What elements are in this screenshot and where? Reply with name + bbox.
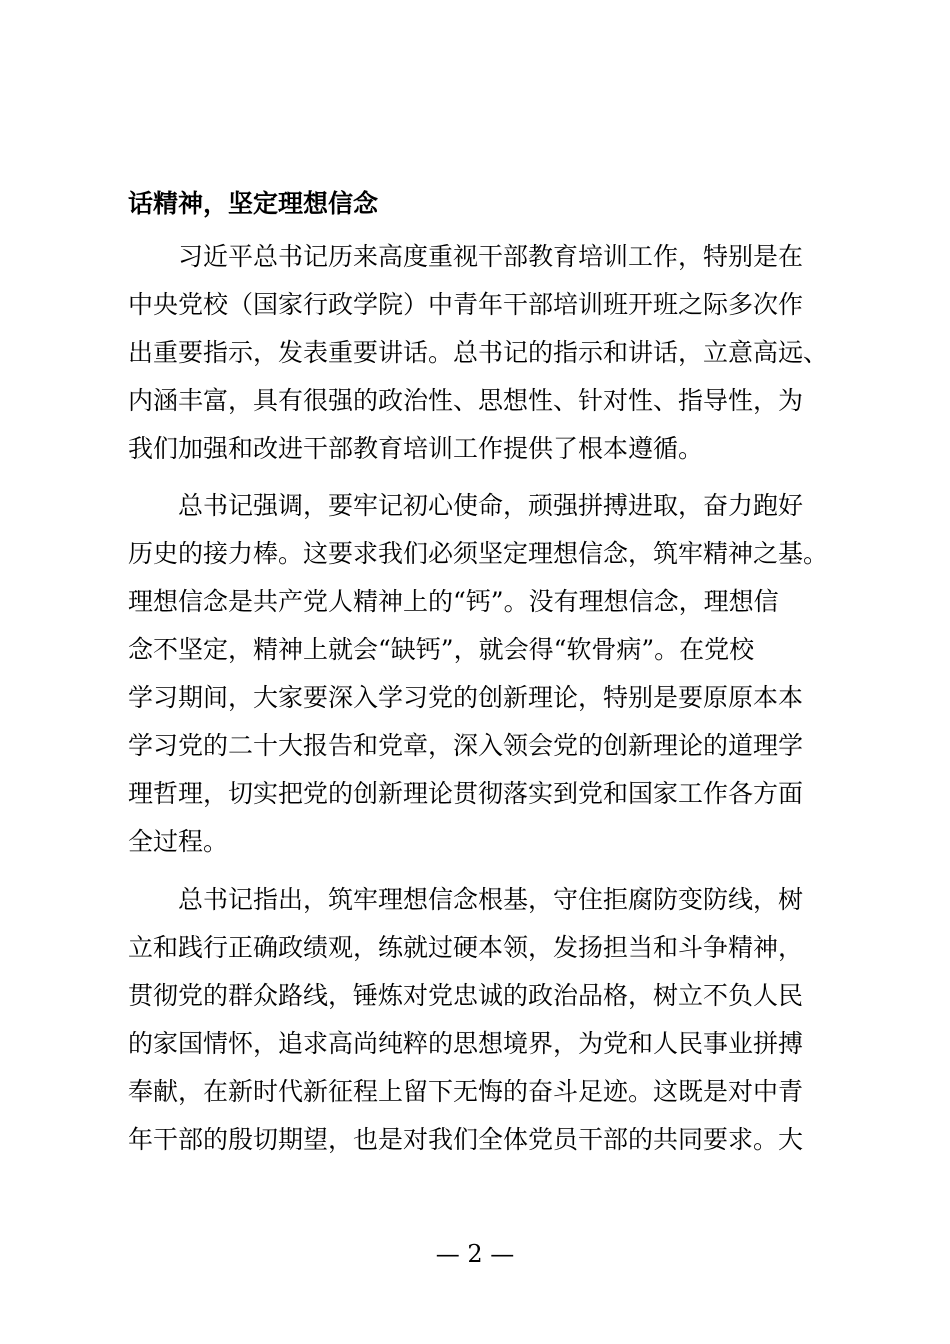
text-line: 学习期间，大家要深入学习党的创新理论，特别是要原原本本 xyxy=(128,683,804,712)
text-line: 学习党的二十大报告和党章，深入领会党的创新理论的道理学 xyxy=(128,731,804,760)
text-line: 立和践行正确政绩观，练就过硬本领，发扬担当和斗争精神， xyxy=(128,933,804,962)
text-line: 总书记指出，筑牢理想信念根基，守住拒腐防变防线，树 xyxy=(178,885,804,914)
text-line: 中央党校（国家行政学院）中青年干部培训班开班之际多次作 xyxy=(128,290,804,319)
text-line: 历史的接力棒。这要求我们必须坚定理想信念，筑牢精神之基。 xyxy=(128,539,829,568)
text-line: 的家国情怀，追求高尚纯粹的思想境界，为党和人民事业拼搏 xyxy=(128,1029,804,1058)
section-heading: 话精神，坚定理想信念 xyxy=(128,189,379,218)
page-number: — 2 — xyxy=(435,1240,515,1268)
text-line: 内涵丰富，具有很强的政治性、思想性、针对性、指导性，为 xyxy=(128,386,804,415)
text-line: 贯彻党的群众路线，锤炼对党忠诚的政治品格，树立不负人民 xyxy=(128,981,804,1010)
text-line: 出重要指示，发表重要讲话。总书记的指示和讲话，立意高远、 xyxy=(128,338,829,367)
text-line: 习近平总书记历来高度重视干部教育培训工作，特别是在 xyxy=(178,242,804,271)
text-line: 总书记强调，要牢记初心使命，顽强拼搏进取，奋力跑好 xyxy=(178,491,804,520)
text-line: 我们加强和改进干部教育培训工作提供了根本遵循。 xyxy=(128,434,704,463)
text-line: 奉献，在新时代新征程上留下无悔的奋斗足迹。这既是对中青 xyxy=(128,1077,804,1106)
text-line: 理想信念是共产党人精神上的“钙”。没有理想信念，理想信 xyxy=(128,587,779,616)
text-line: 念不坚定，精神上就会“缺钙”，就会得“软骨病”。在党校 xyxy=(128,635,755,664)
text-line: 理哲理，切实把党的创新理论贯彻落实到党和国家工作各方面 xyxy=(128,779,804,808)
text-line: 年干部的殷切期望，也是对我们全体党员干部的共同要求。大 xyxy=(128,1125,804,1154)
text-line: 全过程。 xyxy=(128,827,229,856)
